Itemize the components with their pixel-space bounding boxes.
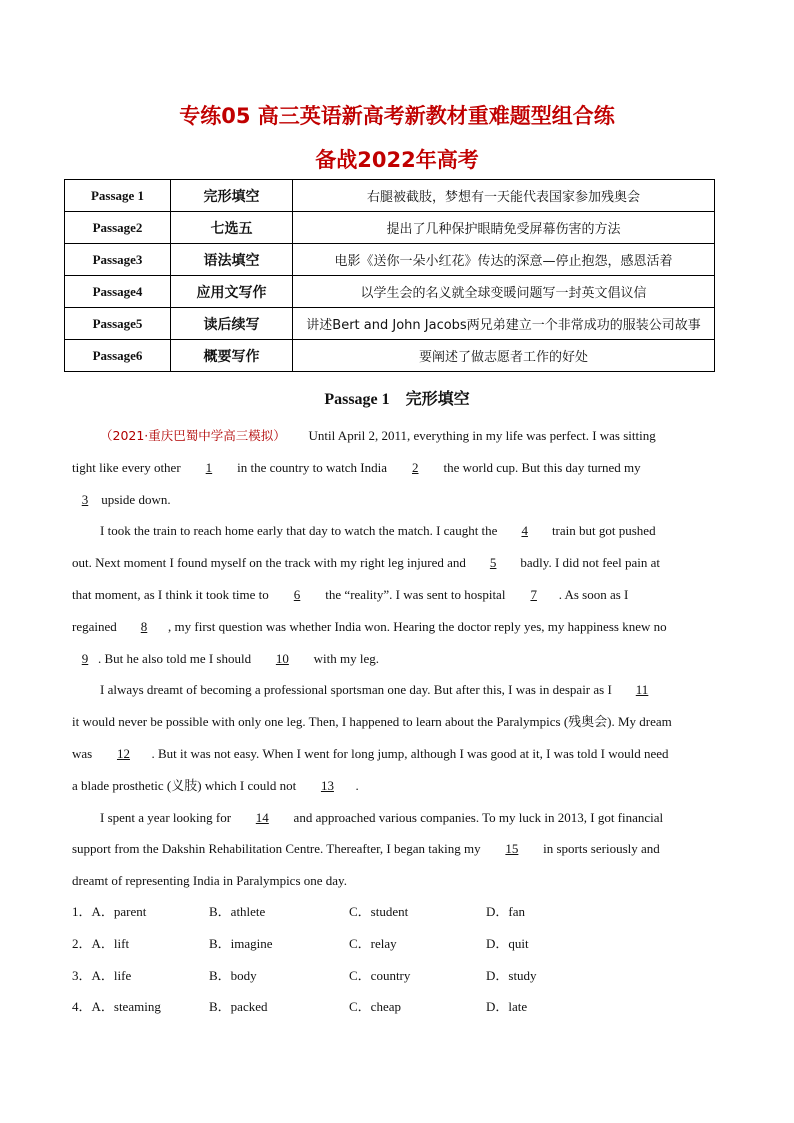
option-choice: D．quit bbox=[486, 935, 529, 951]
option-row bbox=[72, 896, 722, 928]
text-fragment: the “reality”. I was sent to hospital bbox=[322, 586, 509, 602]
text-line bbox=[72, 865, 722, 897]
text-line bbox=[72, 706, 722, 738]
description-cell: 电影《送你一朵小红花》传达的深意—停止抱怨，感恩活着 bbox=[293, 244, 715, 276]
text-fragment: . But it was not easy. When I went for long jump, although I was good at it, I was told I would need bbox=[151, 745, 669, 761]
option-choice: C．student bbox=[349, 904, 409, 919]
text-fragment: regained bbox=[72, 618, 121, 634]
text-fragment: in sports seriously and bbox=[539, 841, 660, 857]
passage-cell: Passage4 bbox=[65, 276, 171, 308]
passage-cell: Passage3 bbox=[65, 244, 171, 276]
text-line bbox=[72, 833, 722, 865]
option-choice: C．country bbox=[349, 967, 411, 983]
text-line bbox=[72, 770, 722, 802]
blank-12: 12 bbox=[116, 745, 130, 761]
text-fragment: support from the Dakshin Rehabilitation Centre. Thereafter, I began taking my bbox=[72, 841, 484, 857]
text-line bbox=[72, 611, 722, 643]
page-title: 专练05 高三英语新高考新教材重难题型组合练 bbox=[179, 104, 615, 128]
text-fragment: out. Next moment I found myself on the track with my right leg injured and bbox=[72, 555, 470, 571]
blank-3: 3 bbox=[81, 491, 89, 507]
blank-6: 6 bbox=[293, 586, 301, 602]
text-line bbox=[72, 484, 722, 516]
question-type-cell: 概要写作 bbox=[171, 340, 293, 372]
option-row bbox=[72, 991, 722, 1023]
question-type-cell: 语法填空 bbox=[171, 244, 293, 276]
overview-table bbox=[64, 179, 715, 372]
description-cell: 以学生会的名义就全球变暖问题写一封英文倡议信 bbox=[293, 276, 715, 308]
text-fragment: in the country to watch India bbox=[233, 459, 391, 475]
table-row bbox=[65, 276, 715, 308]
option-choice: 2．A．lift bbox=[72, 935, 130, 951]
text-line bbox=[72, 515, 722, 547]
blank-1: 1 bbox=[205, 459, 213, 475]
text-fragment: dreamt of representing India in Paralympics one day. bbox=[72, 873, 347, 889]
text-line bbox=[72, 452, 722, 484]
description-cell: 讲述Bert and John Jacobs两兄弟建立一个非常成功的服装公司故事 bbox=[293, 308, 715, 340]
question-type-cell: 完形填空 bbox=[171, 180, 293, 212]
table-row bbox=[65, 244, 715, 276]
text-line bbox=[72, 674, 722, 706]
text-fragment: the world cup. But this day turned my bbox=[440, 459, 641, 475]
text-fragment: that moment, as I think it took time to bbox=[72, 586, 273, 602]
answer-options bbox=[72, 896, 722, 1023]
blank-13: 13 bbox=[320, 777, 334, 793]
text-fragment: I spent a year looking for bbox=[100, 809, 235, 825]
table-row bbox=[65, 212, 715, 244]
option-choice: B．packed bbox=[209, 999, 268, 1015]
blank-9: 9 bbox=[81, 650, 89, 666]
text-fragment: was bbox=[72, 745, 96, 761]
option-choice: D．fan bbox=[486, 904, 525, 919]
question-type-cell: 读后续写 bbox=[171, 308, 293, 340]
option-choice: C．cheap bbox=[349, 999, 401, 1015]
text-fragment: . But he also told me I should bbox=[98, 650, 255, 666]
text-fragment: badly. I did not feel pain at bbox=[517, 555, 660, 571]
option-choice: D．study bbox=[486, 967, 537, 983]
blank-11: 11 bbox=[635, 682, 649, 698]
description-cell: 要阐述了做志愿者工作的好处 bbox=[293, 340, 715, 372]
text-line bbox=[72, 547, 722, 579]
text-fragment: . As soon as I bbox=[558, 586, 629, 602]
blank-15: 15 bbox=[505, 841, 519, 857]
question-type-cell: 七选五 bbox=[171, 212, 293, 244]
question-type-cell: 应用文写作 bbox=[171, 276, 293, 308]
option-choice: C．relay bbox=[349, 935, 397, 951]
option-row bbox=[72, 960, 722, 992]
text-fragment: . bbox=[355, 777, 359, 793]
section-title: Passage 1 完形填空 bbox=[324, 391, 470, 408]
text-fragment: I took the train to reach home early that day to watch the match. I caught the bbox=[100, 523, 501, 539]
option-choice: B．body bbox=[209, 967, 257, 983]
passage-cell: Passage5 bbox=[65, 308, 171, 340]
text-line bbox=[72, 802, 722, 834]
description-cell: 右腿被截肢，梦想有一天能代表国家参加残奥会 bbox=[293, 180, 715, 212]
blank-7: 7 bbox=[530, 586, 537, 602]
passage-cell: Passage6 bbox=[65, 340, 171, 372]
text-fragment: , my first question was whether India won. Hearing the doctor reply yes, my happiness knew no bbox=[168, 618, 667, 634]
text-line bbox=[72, 420, 722, 452]
blank-10: 10 bbox=[275, 650, 289, 666]
option-choice: B．imagine bbox=[209, 935, 273, 951]
text-fragment: with my leg. bbox=[310, 650, 379, 666]
option-choice: 1．A．parent bbox=[72, 904, 147, 919]
option-row bbox=[72, 928, 722, 960]
description-cell: 提出了几种保护眼睛免受屏幕伤害的方法 bbox=[293, 212, 715, 244]
text-fragment: I always dreamt of becoming a professional sportsman one day. But after this, I was in despair as I bbox=[100, 682, 616, 698]
option-choice: 4．A．steaming bbox=[72, 999, 161, 1015]
text-fragment: a blade prosthetic (义肢) which I could not bbox=[72, 777, 300, 793]
source-label: （2021·重庆巴蜀中学高三模拟） bbox=[100, 428, 286, 443]
text-fragment: it would never be possible with only one leg. Then, I happened to learn about the Paralympics (残奥会). My dream bbox=[72, 714, 672, 730]
text-line bbox=[72, 579, 722, 611]
blank-14: 14 bbox=[255, 809, 269, 825]
passage-text bbox=[72, 420, 722, 897]
text-fragment: upside down. bbox=[98, 491, 171, 507]
passage-cell: Passage 1 bbox=[65, 180, 171, 212]
table-row bbox=[65, 180, 715, 212]
text-fragment: and approached various companies. To my luck in 2013, I got financial bbox=[290, 809, 664, 825]
passage-cell: Passage2 bbox=[65, 212, 171, 244]
option-choice: D．late bbox=[486, 999, 528, 1015]
table-row bbox=[65, 308, 715, 340]
blank-4: 4 bbox=[521, 523, 528, 539]
blank-8: 8 bbox=[140, 618, 148, 634]
blank-2: 2 bbox=[412, 459, 419, 475]
text-fragment: tight like every other bbox=[72, 459, 184, 475]
option-choice: 3．A．life bbox=[72, 967, 132, 983]
page-subtitle: 备战2022年高考 bbox=[315, 148, 479, 172]
option-choice: B．athlete bbox=[209, 904, 266, 919]
table-row bbox=[65, 340, 715, 372]
text-line bbox=[72, 643, 722, 675]
text-fragment: Until April 2, 2011, everything in my life was perfect. I was sitting bbox=[308, 428, 656, 443]
text-line bbox=[72, 738, 722, 770]
text-fragment: train but got pushed bbox=[548, 523, 656, 539]
blank-5: 5 bbox=[489, 555, 497, 571]
